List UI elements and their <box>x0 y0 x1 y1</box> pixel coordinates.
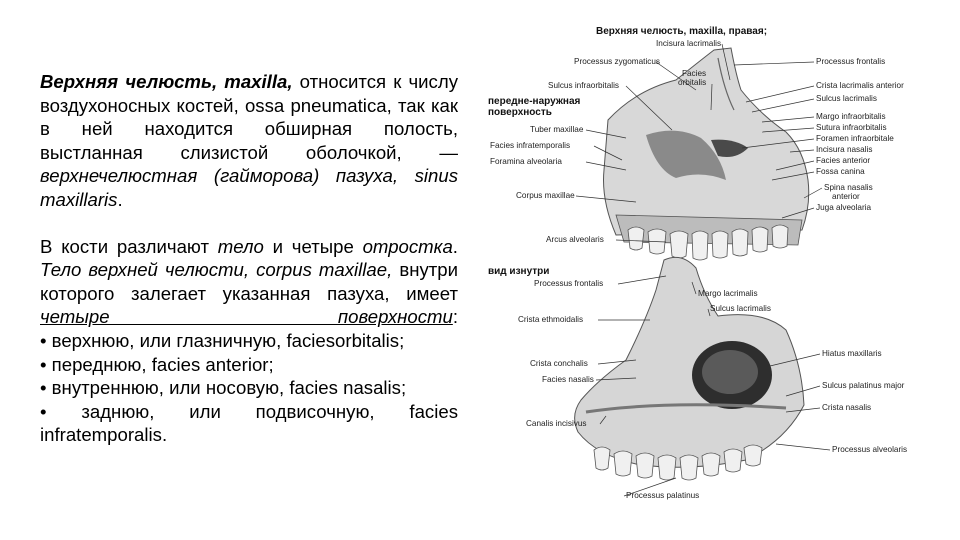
label-processus-frontalis: Processus frontalis <box>816 57 886 66</box>
list-item: • внутреннюю, или носовую, facies nasalis; <box>40 377 407 399</box>
label-sulcus-palatinus-major: Sulcus palatinus major <box>822 381 905 390</box>
label-corpus-maxillae: Corpus maxillae <box>516 191 575 200</box>
parts-text-c: и четыре <box>272 235 354 257</box>
label-incisura-nasalis: Incisura nasalis <box>816 145 873 154</box>
label-facies-infratemporalis: Facies infratemporalis <box>490 141 571 150</box>
view-label-anterior: передне-наружная поверхность <box>488 96 581 118</box>
label-spina-nasalis-anterior: Spina nasalis anterior <box>824 183 873 201</box>
list-item: • переднюю, facies anterior; <box>40 353 274 375</box>
parts-processes: отростка <box>362 235 453 257</box>
view-label-internal: вид изнутри <box>488 266 550 277</box>
label-hiatus-maxillaris: Hiatus maxillaris <box>822 349 882 358</box>
label-tuber-maxillae: Tuber maxillae <box>530 125 584 134</box>
parts-period: . <box>452 235 458 257</box>
label-facies-nasalis: Facies nasalis <box>542 375 594 384</box>
maxilla-medial-drawing <box>575 257 804 480</box>
body-text: внутри которого залегает указанная пазуха, имеет <box>40 259 459 304</box>
label-crista-ethmoidalis: Crista ethmoidalis <box>518 315 584 324</box>
label-juga-alveolaria: Juga alveolaria <box>816 203 872 212</box>
maxilla-figure-svg <box>486 20 932 500</box>
label-arcus-alveolaris: Arcus alveolaris <box>546 235 604 244</box>
paragraph-maxilla-definition <box>40 70 458 212</box>
figure-title: Верхняя челюсть, maxilla, правая; <box>596 26 768 37</box>
label-sulcus-lacrimalis: Sulcus lacrimalis <box>816 94 877 103</box>
label-fossa-canina: Fossa canina <box>816 167 865 176</box>
list-item: • верхнюю, или глазничную, faciesorbitalis; <box>40 329 405 351</box>
label-sulcus-lacrimalis-medial: Sulcus lacrimalis <box>710 304 771 313</box>
body-term: Тело верхней челюсти, corpus maxillae, <box>40 259 393 281</box>
label-processus-frontalis-medial: Processus frontalis <box>534 279 604 288</box>
label-margo-lacrimalis: Margo lacrimalis <box>698 289 758 298</box>
label-crista-lacrimalis-anterior: Crista lacrimalis anterior <box>816 81 904 90</box>
paragraph-body <box>40 258 458 329</box>
four-surfaces: четыре поверхности <box>40 306 453 328</box>
parts-text-a: В кости различают <box>40 235 209 257</box>
label-processus-zygomaticus: Processus zygomaticus <box>574 57 661 66</box>
colon: : <box>452 306 458 328</box>
list-item: • заднюю, или подвисочную, facies infratemporalis. <box>40 400 458 446</box>
maxilla-illustration <box>486 20 932 500</box>
label-crista-conchalis: Crista conchalis <box>530 359 588 368</box>
term-maxilla: Верхняя челюсть, maxilla, <box>40 71 293 92</box>
label-crista-nasalis: Crista nasalis <box>822 403 872 412</box>
parts-body: тело <box>217 235 264 257</box>
text-column <box>40 70 458 447</box>
label-foramina-alveolaria: Foramina alveolaria <box>490 157 562 166</box>
label-margo-infraorbitalis: Margo infraorbitalis <box>816 112 886 121</box>
label-sulcus-infraorbitalis: Sulcus infraorbitalis <box>548 81 619 90</box>
sinus-term: верхнечелюстная (гайморова) пазуха, sinus maxillaris <box>40 165 458 210</box>
label-incisura-lacrimalis: Incisura lacrimalis <box>656 39 722 48</box>
label-facies-anterior: Facies anterior <box>816 156 871 165</box>
label-canalis-incisivus: Canalis incisivus <box>526 419 587 428</box>
definition-text: относится к числу воздухоносных костей, ossa pneumatica, так как в ней находится обширная полость, выстланная слизистой оболочкой, — <box>40 71 458 163</box>
label-facies-orbitalis: Facies orbitalis <box>678 69 707 87</box>
label-processus-alveolaris: Processus alveolaris <box>832 445 908 454</box>
label-foramen-infraorbitale: Foramen infraorbitale <box>816 134 894 143</box>
label-sutura-infraorbitalis: Sutura infraorbitalis <box>816 123 887 132</box>
label-processus-palatinus: Processus palatinus <box>626 491 700 500</box>
period: . <box>117 188 123 210</box>
paragraph-parts <box>40 235 458 259</box>
